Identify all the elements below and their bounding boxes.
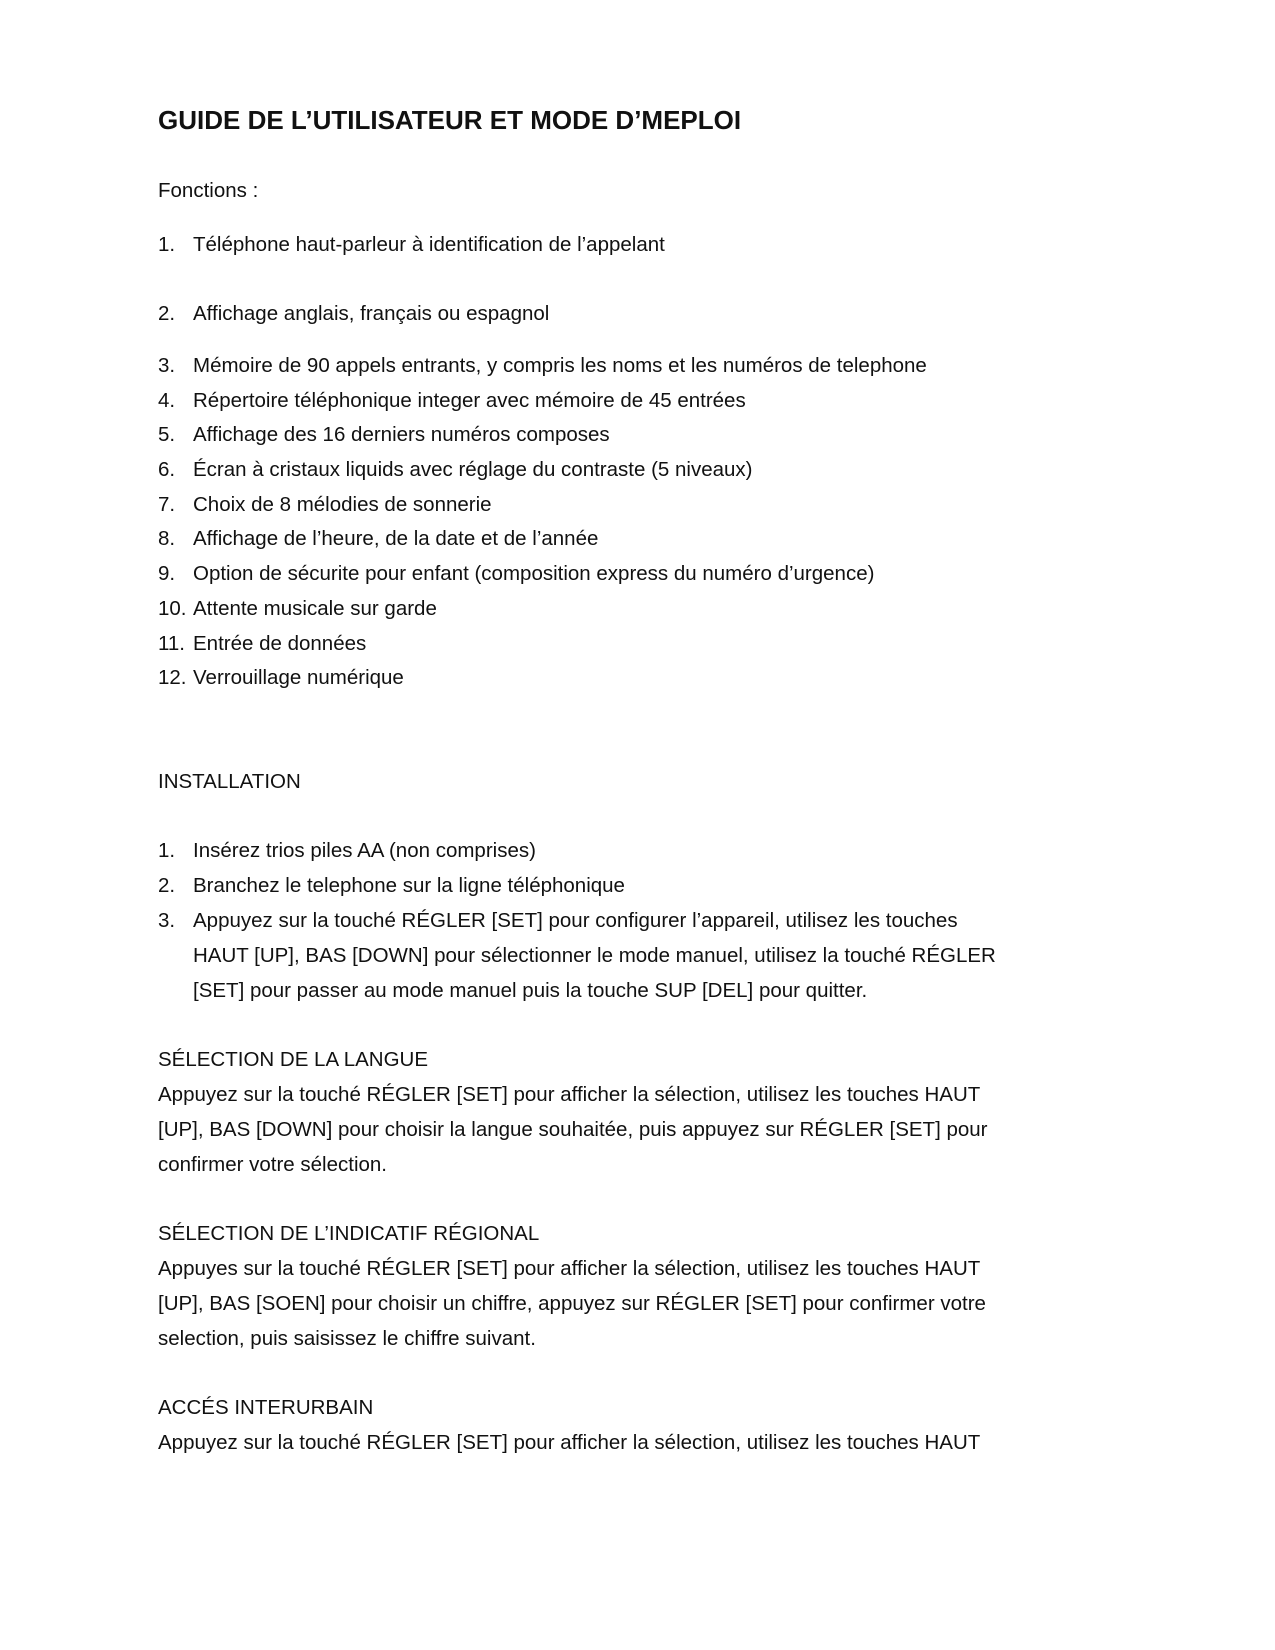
area-code-heading: SÉLECTION DE L’INDICATIF RÉGIONAL	[158, 1222, 540, 1245]
language-heading: SÉLECTION DE LA LANGUE	[158, 1048, 429, 1071]
list-item-number: 7.	[158, 493, 176, 516]
list-item-text: Affichage de l’heure, de la date et de l’année	[193, 527, 599, 550]
list-item-number: 2.	[158, 874, 176, 897]
list-item-text: Répertoire téléphonique integer avec mémoire de 45 entrées	[193, 389, 746, 412]
list-item-number: 9.	[158, 562, 176, 585]
list-item-text: Insérez trios piles AA (non comprises)	[193, 839, 536, 862]
list-item-text: Branchez le telephone sur la ligne téléphonique	[193, 874, 625, 897]
list-item-number: 1.	[158, 233, 176, 256]
list-item-text: Mémoire de 90 appels entrants, y compris les noms et les numéros de telephone	[193, 354, 927, 377]
paragraph-line: Appuyez sur la touché RÉGLER [SET] pour afficher la sélection, utilisez les touches HAUT	[158, 1083, 981, 1106]
installation-heading: INSTALLATION	[158, 770, 301, 793]
list-item-text: Option de sécurite pour enfant (composition express du numéro d’urgence)	[193, 562, 875, 585]
list-item-text: Écran à cristaux liquids avec réglage du contraste (5 niveaux)	[193, 458, 753, 481]
paragraph-line: confirmer votre sélection.	[158, 1153, 388, 1176]
list-item-text: [SET] pour passer au mode manuel puis la touche SUP [DEL] pour quitter.	[193, 979, 868, 1002]
list-item-number: 6.	[158, 458, 176, 481]
paragraph-line: [UP], BAS [SOEN] pour choisir un chiffre, appuyez sur RÉGLER [SET] pour confirmer votre	[158, 1292, 986, 1315]
list-item-text: Attente musicale sur garde	[193, 597, 437, 620]
paragraph-line: selection, puis saisissez le chiffre suivant.	[158, 1327, 536, 1350]
functions-heading: Fonctions :	[158, 179, 259, 202]
long-distance-heading: ACCÉS INTERURBAIN	[158, 1396, 374, 1419]
list-item-number: 10.	[158, 597, 187, 620]
list-item-number: 11.	[158, 632, 185, 655]
list-item-text: Affichage des 16 derniers numéros composes	[193, 423, 610, 446]
list-item-number: 1.	[158, 839, 176, 862]
paragraph-line: [UP], BAS [DOWN] pour choisir la langue souhaitée, puis appuyez sur RÉGLER [SET] pour	[158, 1118, 988, 1141]
list-item-text: Affichage anglais, français ou espagnol	[193, 302, 550, 325]
paragraph-line: Appuyes sur la touché RÉGLER [SET] pour afficher la sélection, utilisez les touches HAUT	[158, 1257, 981, 1280]
list-item-text: Entrée de données	[193, 632, 367, 655]
list-item-number: 2.	[158, 302, 176, 325]
list-item-text: HAUT [UP], BAS [DOWN] pour sélectionner le mode manuel, utilisez la touché RÉGLER	[193, 944, 996, 967]
list-item-number: 3.	[158, 909, 176, 932]
list-item-text: Verrouillage numérique	[193, 666, 404, 689]
list-item-number: 4.	[158, 389, 176, 412]
list-item-text: Téléphone haut-parleur à identification de l’appelant	[193, 233, 665, 256]
list-item-text: Choix de 8 mélodies de sonnerie	[193, 493, 492, 516]
list-item-number: 12.	[158, 666, 187, 689]
list-item-number: 8.	[158, 527, 176, 550]
list-item-number: 3.	[158, 354, 176, 377]
paragraph-line: Appuyez sur la touché RÉGLER [SET] pour afficher la sélection, utilisez les touches HAUT	[158, 1431, 981, 1454]
list-item-number: 5.	[158, 423, 176, 446]
document-title: GUIDE DE L’UTILISATEUR ET MODE D’MEPLOI	[158, 105, 742, 135]
list-item-text: Appuyez sur la touché RÉGLER [SET] pour configurer l’appareil, utilisez les touches	[193, 909, 958, 932]
